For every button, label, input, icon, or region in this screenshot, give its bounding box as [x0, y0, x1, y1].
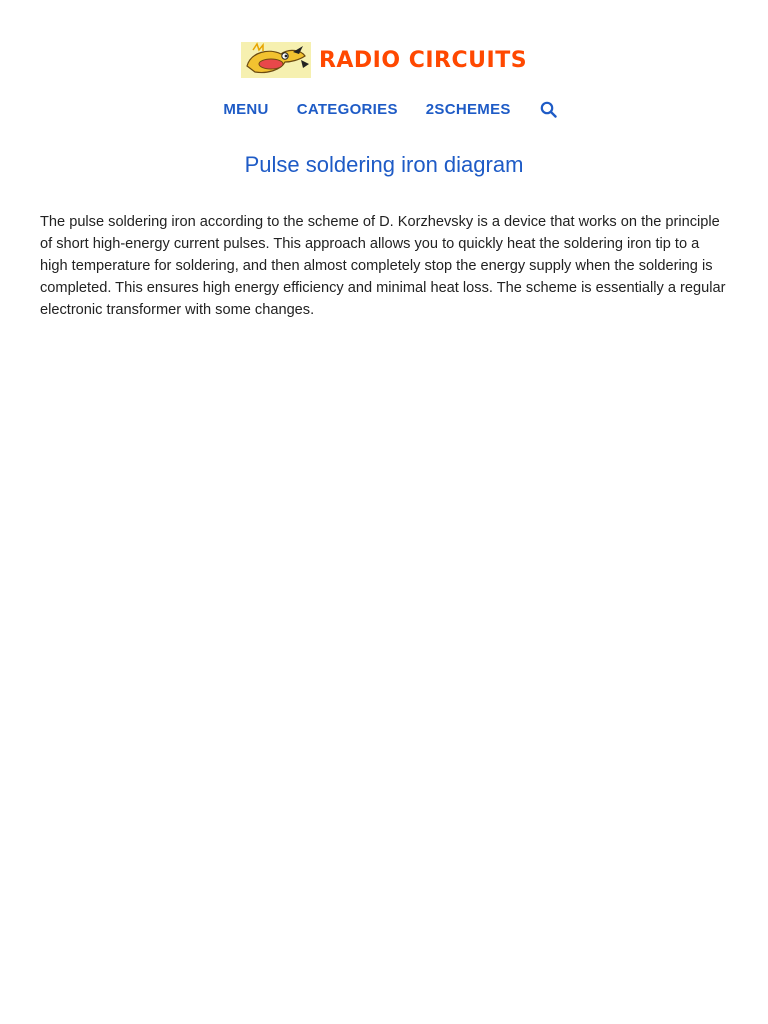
article-paragraph: The pulse soldering iron according to the scheme of D. Korzhevsky is a device that works on the principle of short high-energy current pulses. This approach allows you to quickly heat the soldering iron tip to a high temperature for soldering, and then almost completely stop the energy supply when the soldering is completed. This ensures high energy efficiency and minimal heat loss. The scheme is essentially a regular electronic transformer with some changes.	[40, 214, 726, 318]
search-button[interactable]	[539, 99, 559, 119]
search-icon	[540, 101, 557, 118]
page-title: Pulse soldering iron diagram	[244, 152, 524, 177]
site-header	[0, 40, 768, 80]
nav-item-2schemes[interactable]: 2SCHEMES	[425, 100, 511, 118]
nav-item-menu[interactable]: MENU	[223, 100, 269, 118]
nav-item-categories[interactable]: CATEGORIES	[296, 100, 398, 118]
main-nav	[0, 96, 768, 122]
site-logo-link[interactable]	[241, 42, 527, 78]
site-title: RADIO CIRCUITS	[318, 47, 528, 73]
cartoon-duck-logo-icon	[241, 42, 311, 78]
